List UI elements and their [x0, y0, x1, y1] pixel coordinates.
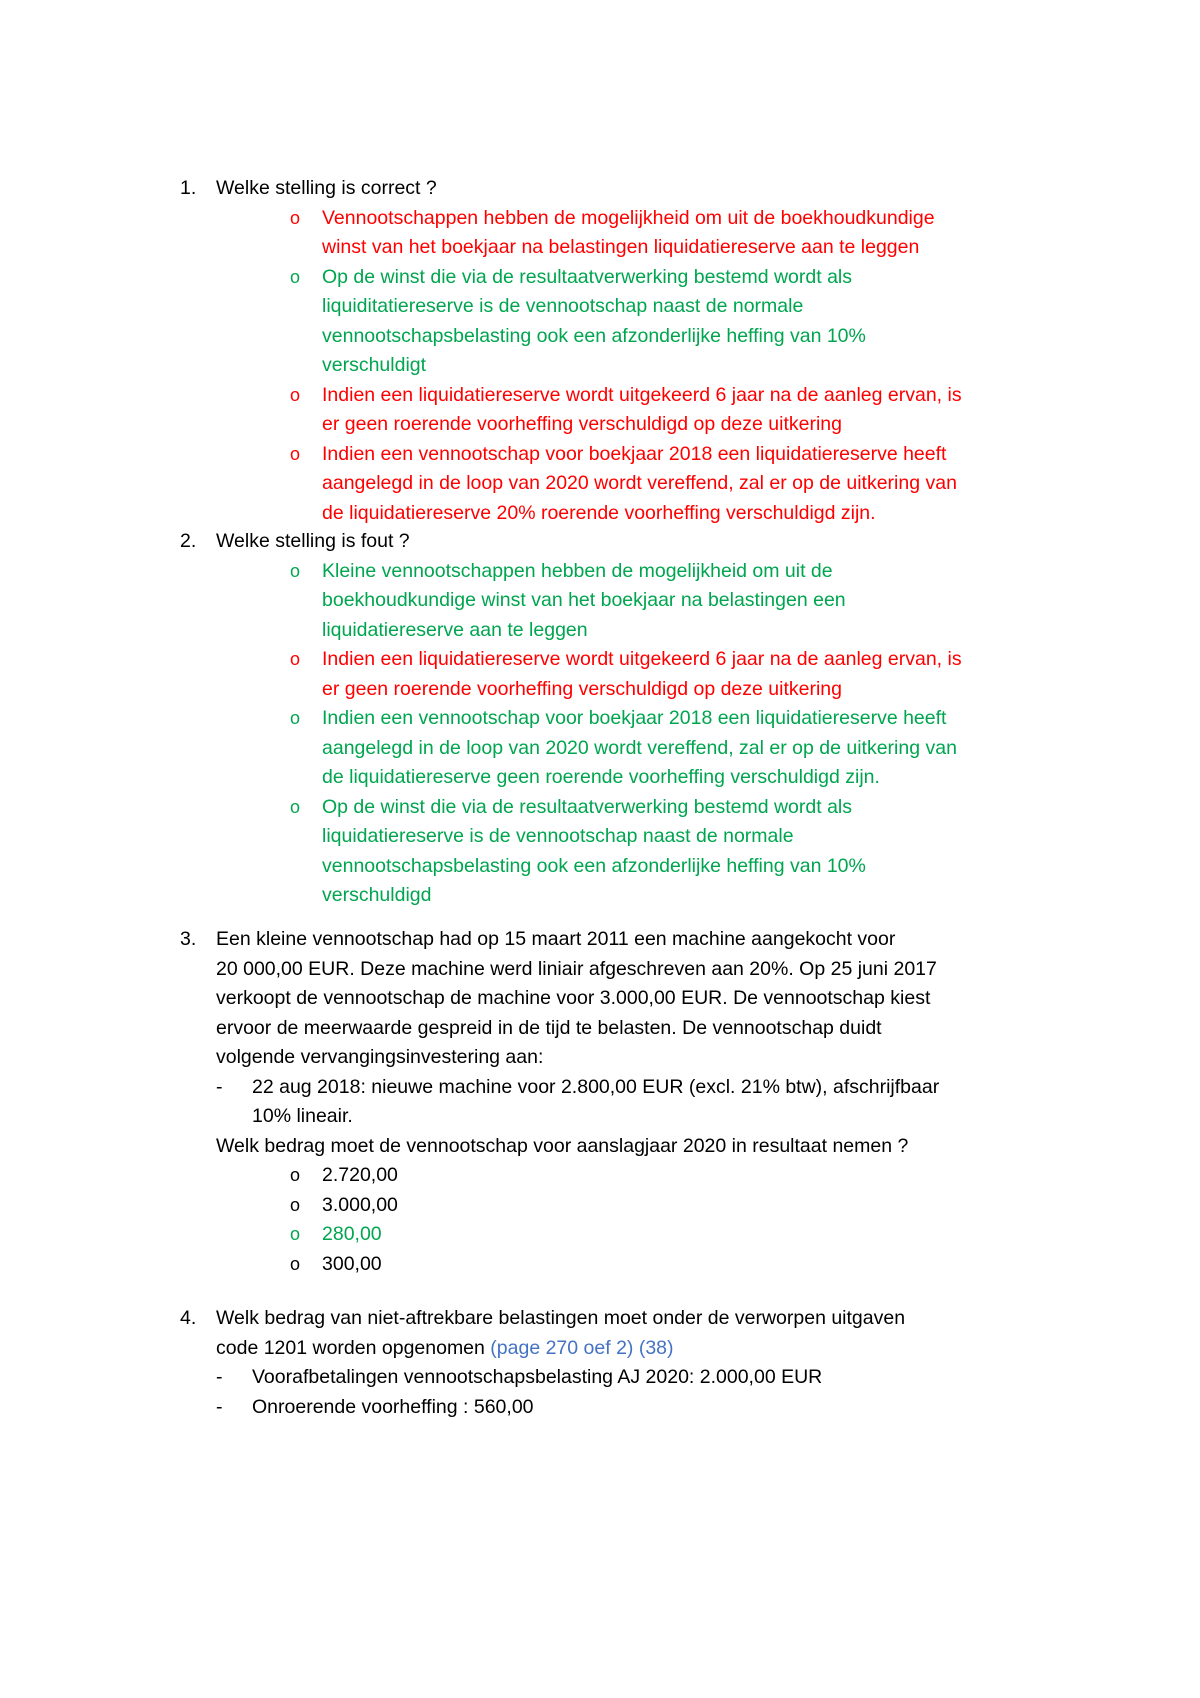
option-text-line: er geen roerende voorheffing verschuldigd op deze uitkering — [322, 413, 842, 435]
option-text-line: de liquidatiereserve geen roerende voorheffing verschuldigd zijn. — [322, 766, 880, 788]
bullet-marker: o — [290, 649, 301, 669]
option-text-line: liquiditatiereserve is de vennootschap naast de normale — [322, 295, 804, 317]
option-text-line: Indien een vennootschap voor boekjaar 2018 een liquidatiereserve heeft — [322, 707, 947, 729]
answer-option — [180, 1161, 1080, 1191]
page-reference: (page 270 oef 2) (38) — [490, 1336, 674, 1359]
answer-option — [180, 704, 1080, 793]
option-text-line: aangelegd in de loop van 2020 wordt vereffend, zal er op de uitkering van — [322, 472, 957, 494]
bullet-marker: o — [290, 384, 301, 405]
question-text-line: ervoor de meerwaarde gespreid in de tijd te belasten. De vennootschap duidt — [216, 1016, 882, 1039]
answer-option — [180, 645, 1080, 704]
answer-option — [180, 793, 1080, 911]
question-text: Welke stelling is correct ? — [216, 177, 437, 199]
option-list — [180, 557, 1080, 911]
question-text-line: volgende vervangingsinvestering aan: — [216, 1046, 544, 1068]
question-text: code 1201 worden opgenomen — [216, 1336, 491, 1359]
answer-option — [180, 557, 1080, 646]
answer-option — [180, 1220, 1080, 1250]
bullet-marker: o — [290, 443, 301, 464]
answer-option — [180, 263, 1080, 381]
dash-item-line: 22 aug 2018: nieuwe machine voor 2.800,00 EUR (excl. 21% btw), afschrijfbaar — [252, 1075, 940, 1098]
bullet-marker: o — [290, 1224, 301, 1244]
answer-option — [180, 440, 1080, 529]
question-text-line: Een kleine vennootschap had op 15 maart 2011 een machine aangekocht voor — [216, 928, 896, 950]
question-2 — [180, 527, 1080, 911]
option-text-line: Indien een vennootschap voor boekjaar 2018 een liquidatiereserve heeft — [322, 442, 947, 465]
dash-item-line: Onroerende voorheffing : 560,00 — [252, 1395, 534, 1418]
sub-question: Welk bedrag moet de vennootschap voor aanslagjaar 2020 in resultaat nemen ? — [216, 1134, 909, 1157]
bullet-marker: o — [290, 1253, 301, 1274]
option-text-line: Op de winst die via de resultaatverwerking bestemd wordt als — [322, 795, 853, 818]
question-text-line: 20 000,00 EUR. Deze machine werd liniair afgeschreven aan 20%. Op 25 juni 2017 — [216, 957, 937, 980]
question-number: 3. — [180, 928, 197, 950]
dash-list-item — [180, 1363, 1080, 1393]
option-text-line: winst van het boekjaar na belastingen liquidatiereserve aan te leggen — [322, 236, 920, 258]
option-text-line: Op de winst die via de resultaatverwerking bestemd wordt als — [322, 265, 853, 288]
option-text-line: vennootschapsbelasting ook een afzonderlijke heffing van 10% — [322, 324, 866, 347]
answer-option — [180, 1191, 1080, 1221]
question-text-line: Welk bedrag van niet-aftrekbare belastingen moet onder de verworpen uitgaven — [216, 1307, 906, 1329]
option-text-line: verschuldigt — [322, 354, 427, 376]
bullet-marker: o — [290, 560, 301, 581]
answer-option — [180, 1250, 1080, 1280]
option-text-line: Indien een liquidatiereserve wordt uitgekeerd 6 jaar na de aanleg ervan, is — [322, 648, 962, 670]
option-text-line: er geen roerende voorheffing verschuldigd op deze uitkering — [322, 677, 842, 700]
option-text: 280,00 — [322, 1223, 382, 1245]
option-text-line: Kleine vennootschappen hebben de mogelijkheid om uit de — [322, 559, 833, 582]
option-text-line: vennootschapsbelasting ook een afzonderlijke heffing van 10% — [322, 854, 866, 877]
question-number: 1. — [180, 177, 197, 199]
dash-list-item — [180, 1073, 1080, 1132]
option-text-line: liquidatiereserve aan te leggen — [322, 618, 588, 641]
option-text: 2.720,00 — [322, 1164, 398, 1186]
option-text-line: aangelegd in de loop van 2020 wordt vereffend, zal er op de uitkering van — [322, 736, 957, 759]
option-list — [180, 1161, 1080, 1279]
question-1 — [180, 174, 1080, 528]
dash-list-item — [180, 1393, 1080, 1423]
question-number: 4. — [180, 1307, 197, 1329]
bullet-marker: o — [290, 266, 301, 287]
question-number: 2. — [180, 530, 197, 552]
option-text: 3.000,00 — [322, 1193, 398, 1216]
answer-option — [180, 204, 1080, 263]
option-text-line: de liquidatiereserve 20% roerende voorheffing verschuldigd zijn. — [322, 501, 876, 524]
dash-item-line: Voorafbetalingen vennootschapsbelasting AJ 2020: 2.000,00 EUR — [252, 1366, 823, 1388]
option-text-line: Indien een liquidatiereserve wordt uitgekeerd 6 jaar na de aanleg ervan, is — [322, 383, 962, 406]
answer-option — [180, 381, 1080, 440]
dash-marker: - — [216, 1395, 223, 1418]
question-4 — [180, 1304, 1080, 1422]
dash-item-line: 10% lineair. — [252, 1105, 353, 1127]
bullet-marker: o — [290, 207, 301, 228]
bullet-marker: o — [290, 1165, 301, 1185]
bullet-marker: o — [290, 1194, 301, 1215]
option-text-line: verschuldigd — [322, 884, 432, 906]
dash-marker: - — [216, 1366, 223, 1388]
option-list — [180, 204, 1080, 529]
question-3 — [180, 925, 1080, 1279]
option-text: 300,00 — [322, 1252, 382, 1275]
option-text-line: Vennootschappen hebben de mogelijkheid om uit de boekhoudkundige — [322, 206, 935, 229]
option-text-line: boekhoudkundige winst van het boekjaar na belastingen een — [322, 589, 846, 611]
bullet-marker: o — [290, 796, 301, 817]
question-text-line: verkoopt de vennootschap de machine voor 3.000,00 EUR. De vennootschap kiest — [216, 987, 931, 1009]
question-text: Welke stelling is fout ? — [216, 530, 410, 552]
dash-marker: - — [216, 1075, 223, 1098]
question-text-line — [180, 1334, 1080, 1364]
bullet-marker: o — [290, 708, 301, 728]
option-text-line: liquidatiereserve is de vennootschap naast de normale — [322, 825, 794, 847]
